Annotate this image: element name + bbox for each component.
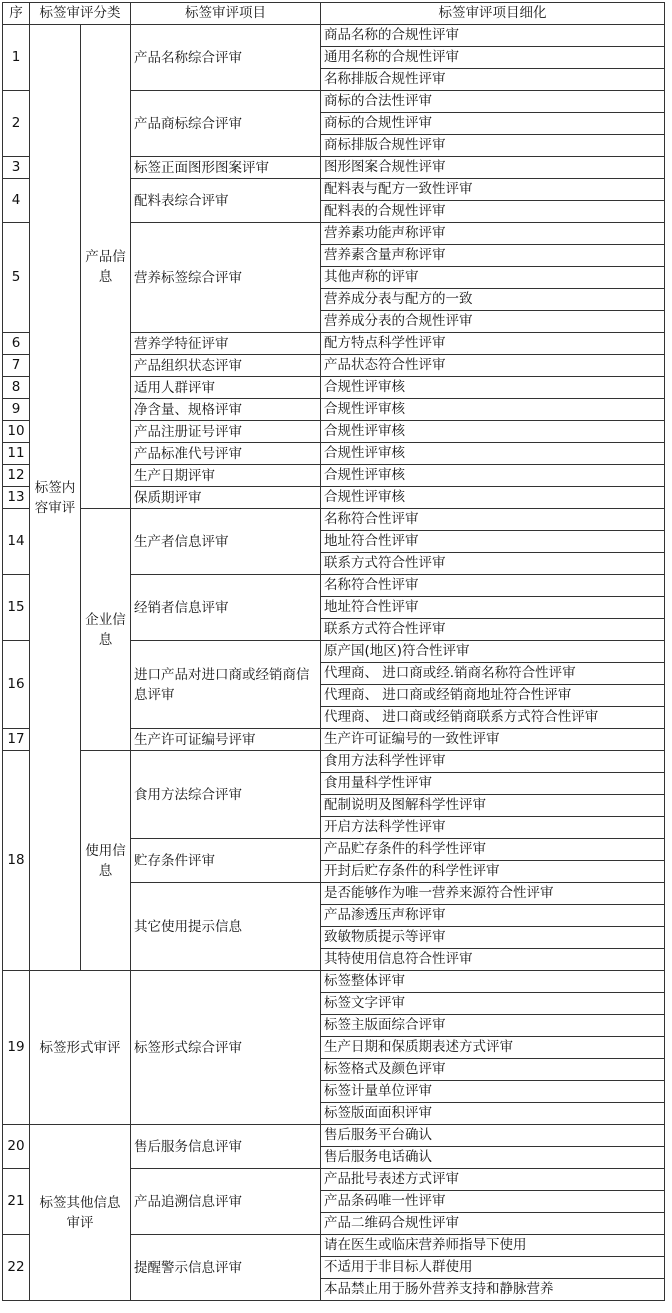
review-detail: 名称符合性评审 [321,575,665,597]
review-detail: 营养素功能声称评审 [321,223,665,245]
review-detail: 产品二维码合规性评审 [321,1213,665,1235]
subcategory-enterprise-info: 企业信息 [81,509,131,751]
review-detail: 配料表与配方一致性评审 [321,179,665,201]
row-number: 10 [3,421,30,443]
review-detail: 合规性评审核 [321,487,665,509]
review-detail: 致敏物质提示等评审 [321,927,665,949]
review-item: 产品注册证号评审 [131,421,321,443]
review-detail: 原产国(地区)符合性评审 [321,641,665,663]
review-detail: 商标排版合规性评审 [321,135,665,157]
review-detail: 产品状态符合性评审 [321,355,665,377]
review-item: 食用方法综合评审 [131,751,321,839]
review-detail: 合规性评审核 [321,399,665,421]
review-item: 标签形式综合评审 [131,971,321,1125]
review-item: 售后服务信息评审 [131,1125,321,1169]
review-detail: 商品名称的合规性评审 [321,25,665,47]
review-item: 其它使用提示信息 [131,883,321,971]
header-category: 标签审评分类 [30,3,131,25]
review-detail: 商标的合法性评审 [321,91,665,113]
review-detail: 标签版面面积评审 [321,1103,665,1125]
review-detail: 营养成分表与配方的一致 [321,289,665,311]
row-number: 18 [3,751,30,971]
row-number: 5 [3,223,30,333]
row-number: 14 [3,509,30,575]
review-detail: 配方特点科学性评审 [321,333,665,355]
table-row [3,751,665,773]
row-number: 9 [3,399,30,421]
review-item: 保质期评审 [131,487,321,509]
review-detail: 食用量科学性评审 [321,773,665,795]
row-number: 6 [3,333,30,355]
review-detail: 标签计量单位评审 [321,1081,665,1103]
review-item: 标签正面图形图案评审 [131,157,321,179]
review-detail: 代理商、 进口商或经.销商名称符合性评审 [321,663,665,685]
header-seq: 序 [3,3,30,25]
table-row [3,1125,665,1147]
review-detail: 通用名称的合规性评审 [321,47,665,69]
review-item: 产品组织状态评审 [131,355,321,377]
row-number: 22 [3,1235,30,1301]
row-number: 13 [3,487,30,509]
review-item: 配料表综合评审 [131,179,321,223]
row-number: 7 [3,355,30,377]
subcategory-usage-info: 使用信息 [81,751,131,971]
review-detail: 售后服务电话确认 [321,1147,665,1169]
review-detail: 售后服务平台确认 [321,1125,665,1147]
review-detail: 配料表的合规性评审 [321,201,665,223]
row-number: 4 [3,179,30,223]
review-item: 产品标准代号评审 [131,443,321,465]
row-number: 21 [3,1169,30,1235]
review-detail: 名称排版合规性评审 [321,69,665,91]
review-detail: 食用方法科学性评审 [321,751,665,773]
review-detail: 地址符合性评审 [321,531,665,553]
review-item: 经销者信息评审 [131,575,321,641]
review-detail: 开启方法科学性评审 [321,817,665,839]
row-number: 19 [3,971,30,1125]
review-detail: 营养素含量声称评审 [321,245,665,267]
review-detail: 图形图案合规性评审 [321,157,665,179]
review-detail: 联系方式符合性评审 [321,619,665,641]
table-row [3,509,665,531]
row-number: 17 [3,729,30,751]
review-item: 生产者信息评审 [131,509,321,575]
row-number: 8 [3,377,30,399]
header-row [3,3,665,25]
review-item: 提醒警示信息评审 [131,1235,321,1301]
review-detail: 商标的合规性评审 [321,113,665,135]
review-detail: 营养成分表的合规性评审 [321,311,665,333]
label-review-table [2,2,665,1301]
review-detail: 名称符合性评审 [321,509,665,531]
review-detail: 开封后贮存条件的科学性评审 [321,861,665,883]
review-detail: 合规性评审核 [321,421,665,443]
subcategory-product-info: 产品信息 [81,25,131,509]
category-content: 标签内容审评 [30,25,81,971]
review-item: 产品追溯信息评审 [131,1169,321,1235]
review-detail: 本品禁止用于肠外营养支持和静脉营养 [321,1279,665,1301]
review-item: 生产日期评审 [131,465,321,487]
row-number: 3 [3,157,30,179]
category-form: 标签形式审评 [30,971,131,1125]
review-detail: 产品渗透压声称评审 [321,905,665,927]
review-detail: 标签整体评审 [321,971,665,993]
review-item: 贮存条件评审 [131,839,321,883]
table-row [3,25,665,47]
review-detail: 产品贮存条件的科学性评审 [321,839,665,861]
review-detail: 配制说明及图解科学性评审 [321,795,665,817]
category-other: 标签其他信息审评 [30,1125,131,1301]
review-detail: 产品批号表述方式评审 [321,1169,665,1191]
row-number: 12 [3,465,30,487]
review-detail: 其特使用信息符合性评审 [321,949,665,971]
review-item: 营养学特征评审 [131,333,321,355]
review-detail: 合规性评审核 [321,377,665,399]
header-item: 标签审评项目 [131,3,321,25]
row-number: 20 [3,1125,30,1169]
review-item: 产品商标综合评审 [131,91,321,157]
review-item: 进口产品对进口商或经销商信息评审 [131,641,321,729]
row-number: 15 [3,575,30,641]
row-number: 2 [3,91,30,157]
review-detail: 代理商、 进口商或经销商地址符合性评审 [321,685,665,707]
review-detail: 合规性评审核 [321,443,665,465]
review-detail: 标签主版面综合评审 [321,1015,665,1037]
review-detail: 请在医生或临床营养师指导下使用 [321,1235,665,1257]
row-number: 11 [3,443,30,465]
review-detail: 标签格式及颜色评审 [321,1059,665,1081]
row-number: 1 [3,25,30,91]
review-detail: 是否能够作为唯一营养来源符合性评审 [321,883,665,905]
row-number: 16 [3,641,30,729]
review-detail: 合规性评审核 [321,465,665,487]
review-item: 适用人群评审 [131,377,321,399]
review-detail: 标签文字评审 [321,993,665,1015]
review-detail: 不适用于非目标人群使用 [321,1257,665,1279]
review-detail: 代理商、 进口商或经销商联系方式符合性评审 [321,707,665,729]
review-detail: 生产日期和保质期表述方式评审 [321,1037,665,1059]
table-row [3,971,665,993]
review-item: 净含量、规格评审 [131,399,321,421]
header-detail: 标签审评项目细化 [321,3,665,25]
review-detail: 生产许可证编号的一致性评审 [321,729,665,751]
review-item: 产品名称综合评审 [131,25,321,91]
review-detail: 联系方式符合性评审 [321,553,665,575]
review-item: 营养标签综合评审 [131,223,321,333]
review-item: 生产许可证编号评审 [131,729,321,751]
review-detail: 地址符合性评审 [321,597,665,619]
review-detail: 产品条码唯一性评审 [321,1191,665,1213]
review-detail: 其他声称的评审 [321,267,665,289]
